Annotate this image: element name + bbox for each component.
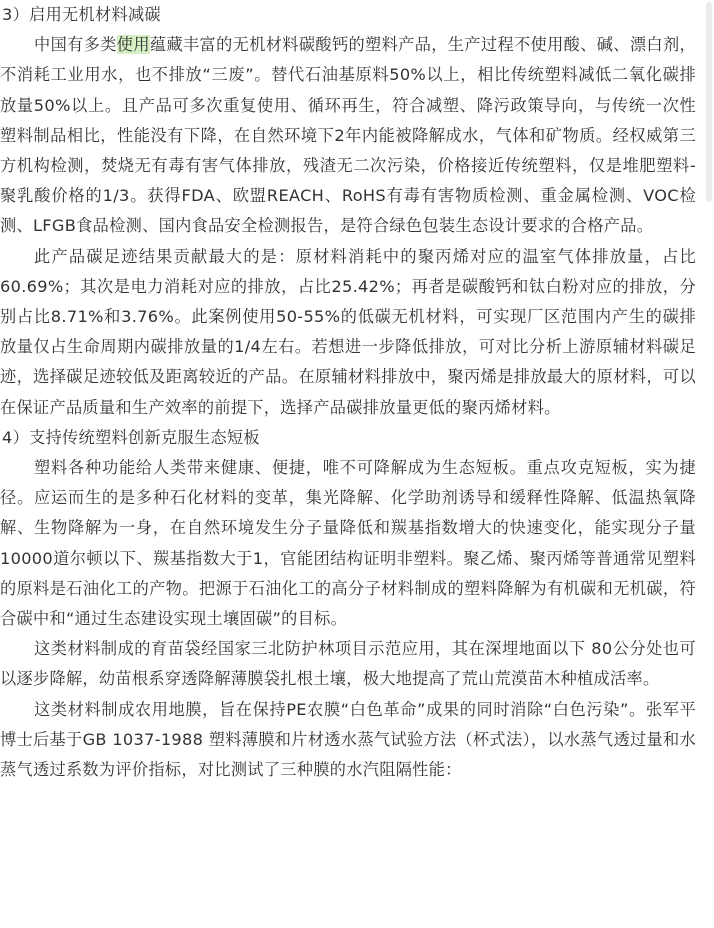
section-3-paragraph-2: 此产品碳足迹结果贡献最大的是：原材料消耗中的聚丙烯对应的温室气体排放量，占比60.69%；其次是电力消耗对应的排放，占比25.42%；再者是碳酸钙和钛白粉对应的排放，分别占比8.71%和3.76%。此案例使用50-55%的低碳无机材料，可实现厂区范围内产生的碳排放量仅占生命周期内碳排放量的1/4左右。若想进一步降低排放，可对比分析上游原辅材料碳足迹，选择碳足迹较低及距离较近的产品。在原辅材料排放中，聚丙烯是排放最大的原材料，可以在保证产品质量和生产效率的前提下，选择产品碳排放量更低的聚丙烯材料。 [0,246,696,417]
paragraph-text: 中国有多类 [34,35,117,55]
section-4-paragraph-3: 这类材料制成农用地膜，旨在保持PE农膜“白色革命”成果的同时消除“白色污染”。张军平博士后基于GB 1037-1988 塑料薄膜和片材透水蒸气试验方法（杯式法），以水蒸气透过量和水蒸气透过系数为评价指标，对比测试了三种膜的水汽阻隔性能： [0,699,696,780]
section-4-heading: 4）支持传统塑料创新克服生态短板 [2,427,260,447]
highlighted-text: 使用 [116,35,150,55]
section-3-paragraph-1 [0,30,696,241]
section-4-paragraph-2: 这类材料制成的育苗袋经国家三北防护林项目示范应用，其在深埋地面以下 80公分处也可以逐步降解，幼苗根系穿透降解薄膜袋扎根土壤，极大地提高了荒山荒漠苗木种植成活率。 [0,639,696,689]
section-3-heading: 3）启用无机材料减碳 [2,5,161,24]
scrollbar-thumb[interactable] [706,2,712,202]
paragraph-text: 蕴藏丰富的无机材料碳酸钙的塑料产品，生产过程不使用酸、碱、漂白剂，不消耗工业用水，也不排放“三废”。替代石油基原料50%以上，相比传统塑料减低二氧化碳排放量50%以上。且产品可多次重复使用、循环再生，符合减塑、降污政策导向，与传统一次性塑料制品相比，性能没有下降，在自然环境下2年内能被降解成水，气体和矿物质。经权威第三方机构检测，焚烧无有毒有害气体排放，残渣无二次污染，价格接近传统塑料，仅是堆肥塑料-聚乳酸价格的1/3。获得FDA、欧盟REACH、RoHS有毒有害物质检测、重金属检测、VOC检测、LFGB食品检测、国内食品安全检测报告，是符合绿色包装生态设计要求的合格产品。 [0,35,697,236]
section-4-paragraph-1: 塑料各种功能给人类带来健康、便捷，唯不可降解成为生态短板。重点攻克短板，实为捷径。应运而生的是多种石化材料的变革，集光降解、化学助剂诱导和缓释性降解、低温热氧降解、生物降解为一身，在自然环境发生分子量降低和羰基指数增大的快速变化，能实现分子量10000道尔顿以下、羰基指数大于1，官能团结构证明非塑料。聚乙烯、聚丙烯等普通常见塑料的原料是石油化工的产物。把源于石油化工的高分子材料制成的塑料降解为有机碳和无机碳，符合碳中和“通过生态建设实现土壤固碳”的目标。 [0,458,696,629]
scrollbar-track[interactable] [702,0,714,928]
